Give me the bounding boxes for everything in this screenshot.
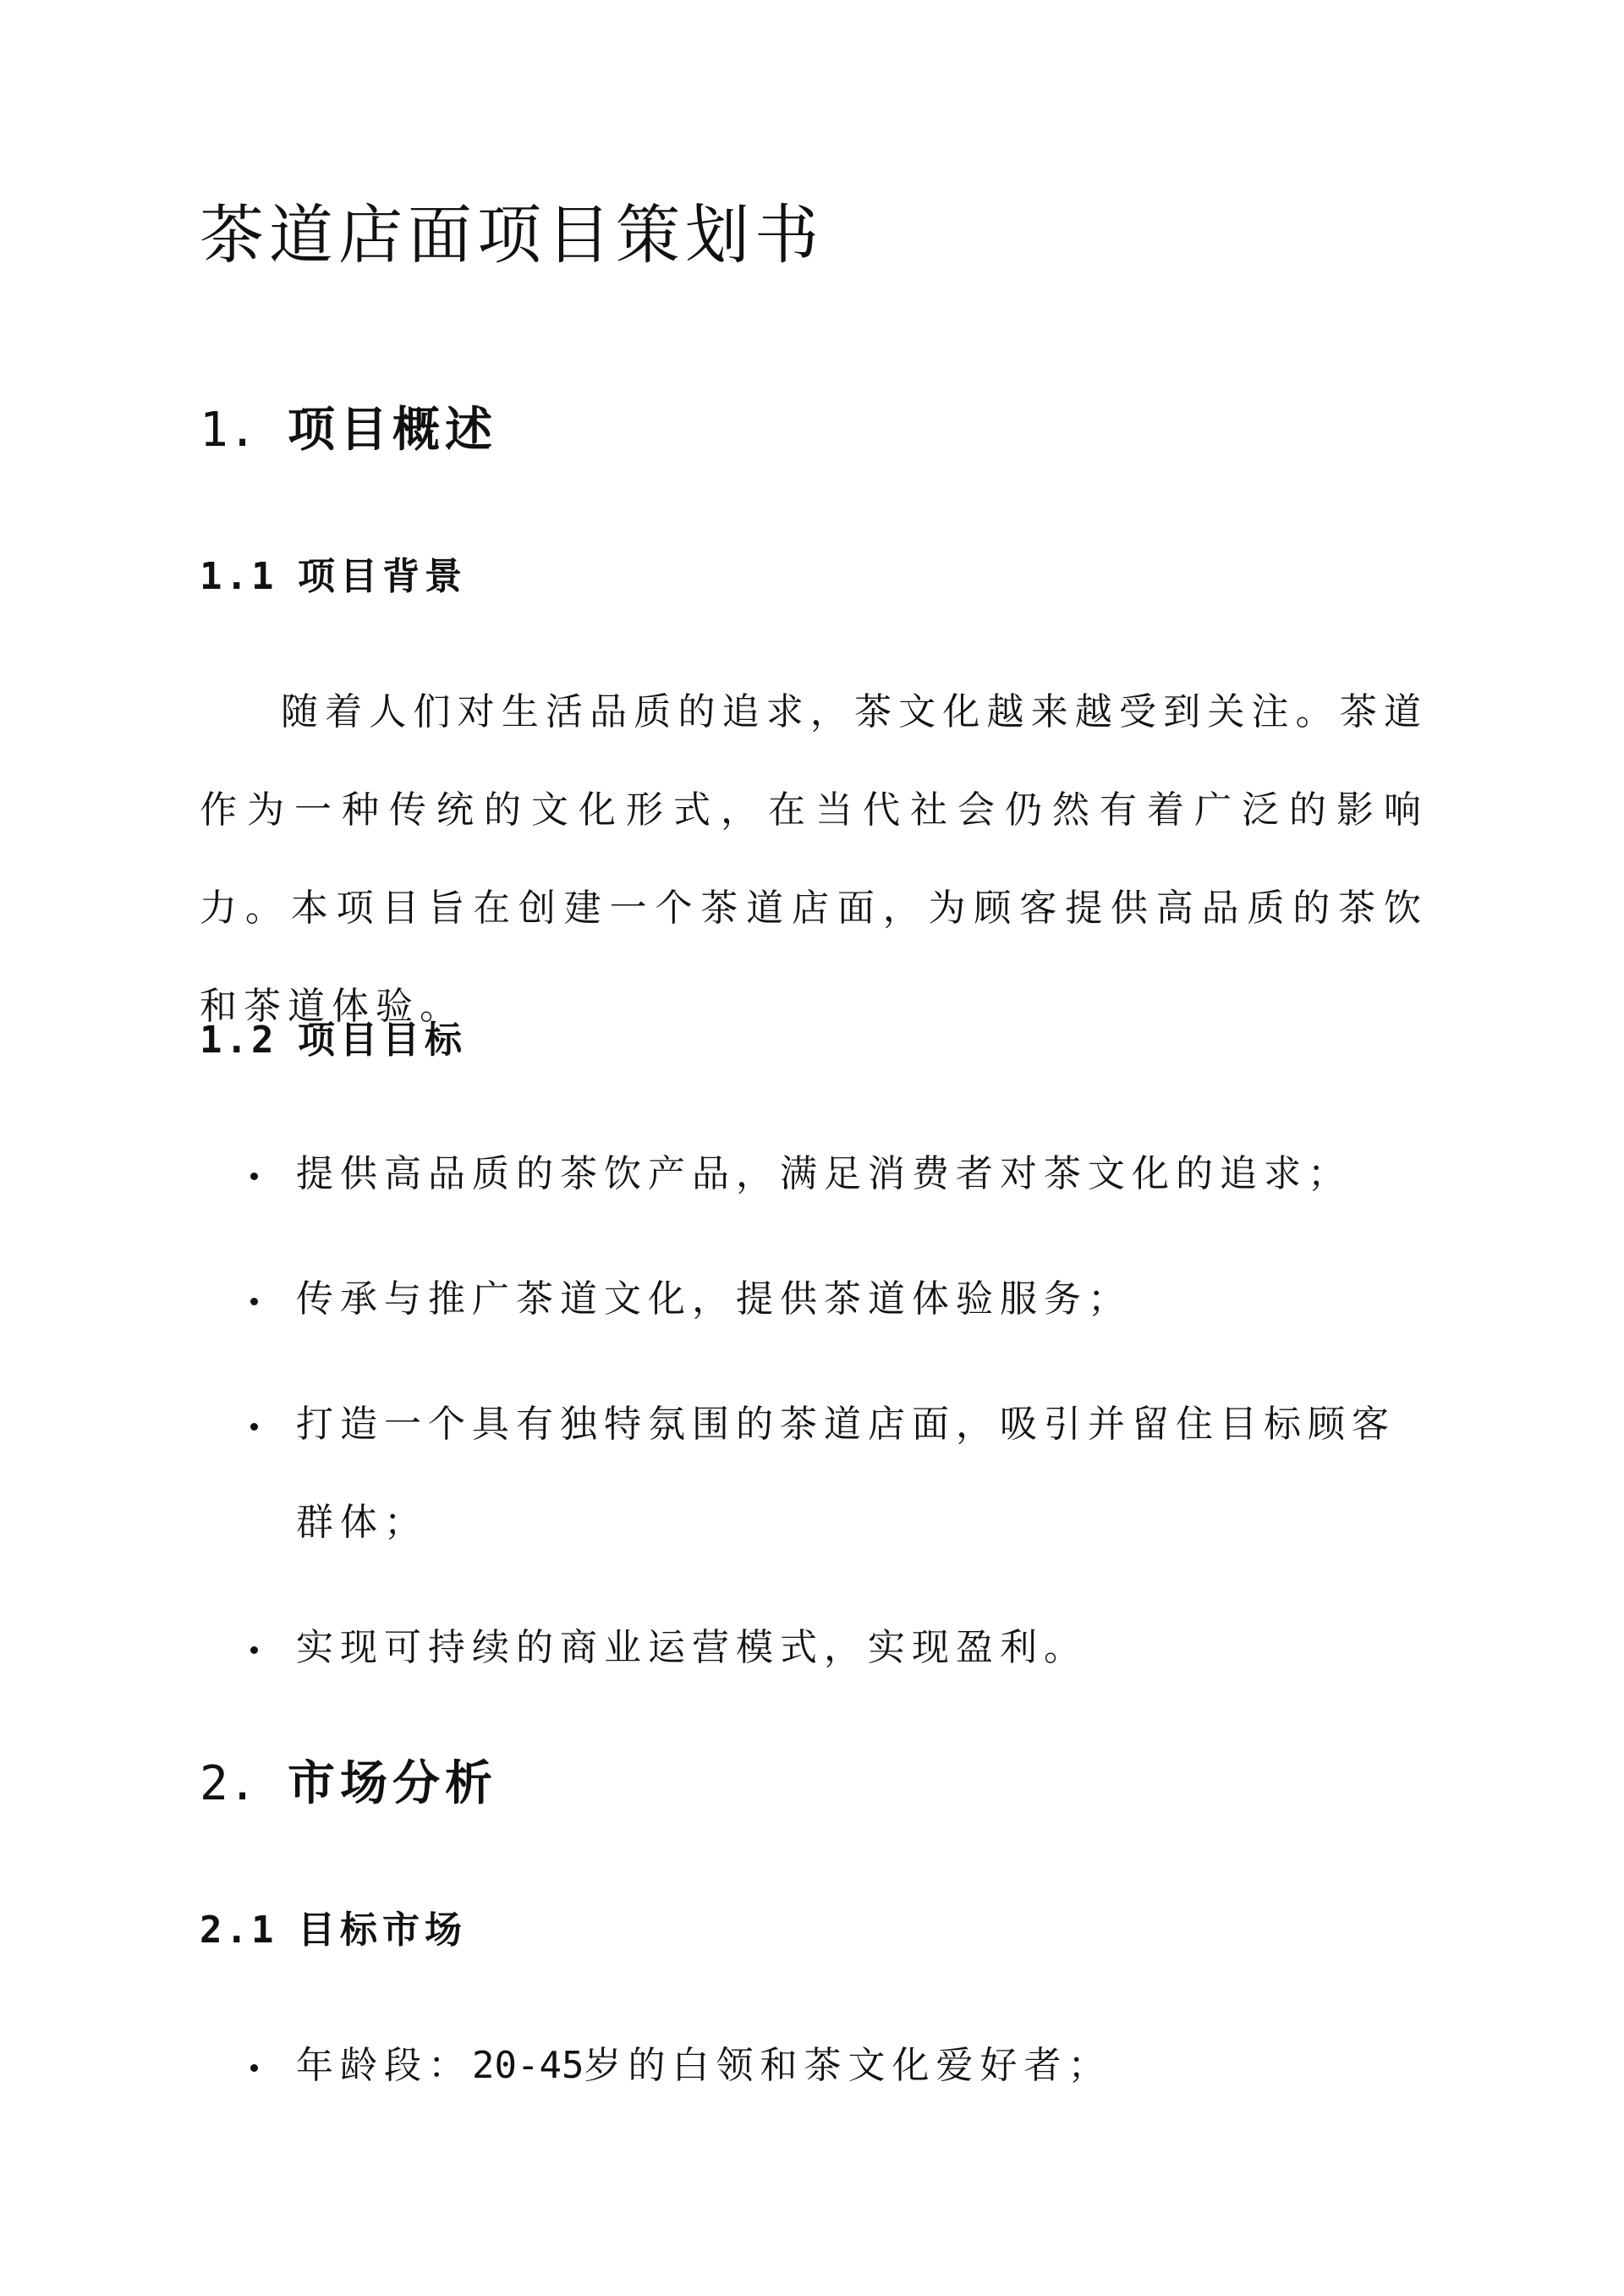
- age-label: 年龄段：: [296, 2044, 472, 2087]
- section-title: 项目概述: [288, 402, 497, 458]
- bullet-icon: [200, 1599, 296, 1697]
- bullet-icon: [200, 1250, 296, 1348]
- subsection-heading-background: [200, 550, 467, 604]
- section-heading-overview: [200, 396, 497, 464]
- bullet-icon: [200, 1125, 296, 1223]
- bullet-icon: [200, 1376, 296, 1474]
- age-range: 20-45: [472, 2044, 584, 2087]
- list-item: [200, 1250, 1428, 1348]
- subsection-title: 目标市场: [298, 1909, 467, 1952]
- list-item: [200, 1125, 1428, 1223]
- subsection-number: 2.1: [200, 1909, 277, 1952]
- list-item-text: [296, 2017, 1428, 2115]
- document-title: 茶道店面项目策划书: [200, 197, 824, 272]
- list-item: [200, 2017, 1428, 2115]
- section-number: 1.: [200, 403, 257, 458]
- list-item-text: 打造一个具有独特氛围的茶道店面，吸引并留住目标顾客群体；: [296, 1403, 1396, 1544]
- background-paragraph: 随着人们对生活品质的追求，茶文化越来越受到关注。茶道作为一种传统的文化形式，在当代社会仍然有着广泛的影响力。本项目旨在创建一个茶道店面，为顾客提供高品质的茶饮和茶道体验。: [200, 690, 1428, 1028]
- list-item-text: 提供高品质的茶饮产品，满足消费者对茶文化的追求；: [296, 1152, 1352, 1195]
- subsection-number: 1.1: [200, 555, 277, 598]
- section-title: 市场分析: [288, 1755, 497, 1811]
- section-heading-market: [200, 1749, 497, 1818]
- subsection-heading-goals: [200, 1013, 467, 1068]
- list-item: [200, 1599, 1428, 1697]
- subsection-number: 1.2: [200, 1019, 277, 1062]
- list-item: [200, 1376, 1411, 1572]
- list-item-text: 传承与推广茶道文化，提供茶道体验服务；: [296, 1277, 1132, 1321]
- list-item-text: 实现可持续的商业运营模式，实现盈利。: [296, 1626, 1088, 1669]
- section-number: 2.: [200, 1756, 257, 1811]
- subsection-title: 项目目标: [298, 1019, 467, 1062]
- bullet-icon: [200, 2017, 296, 2115]
- age-description: 岁的白领和茶文化爱好者；: [584, 2044, 1112, 2087]
- subsection-title: 项目背景: [298, 555, 467, 598]
- subsection-heading-target-market: [200, 1903, 467, 1958]
